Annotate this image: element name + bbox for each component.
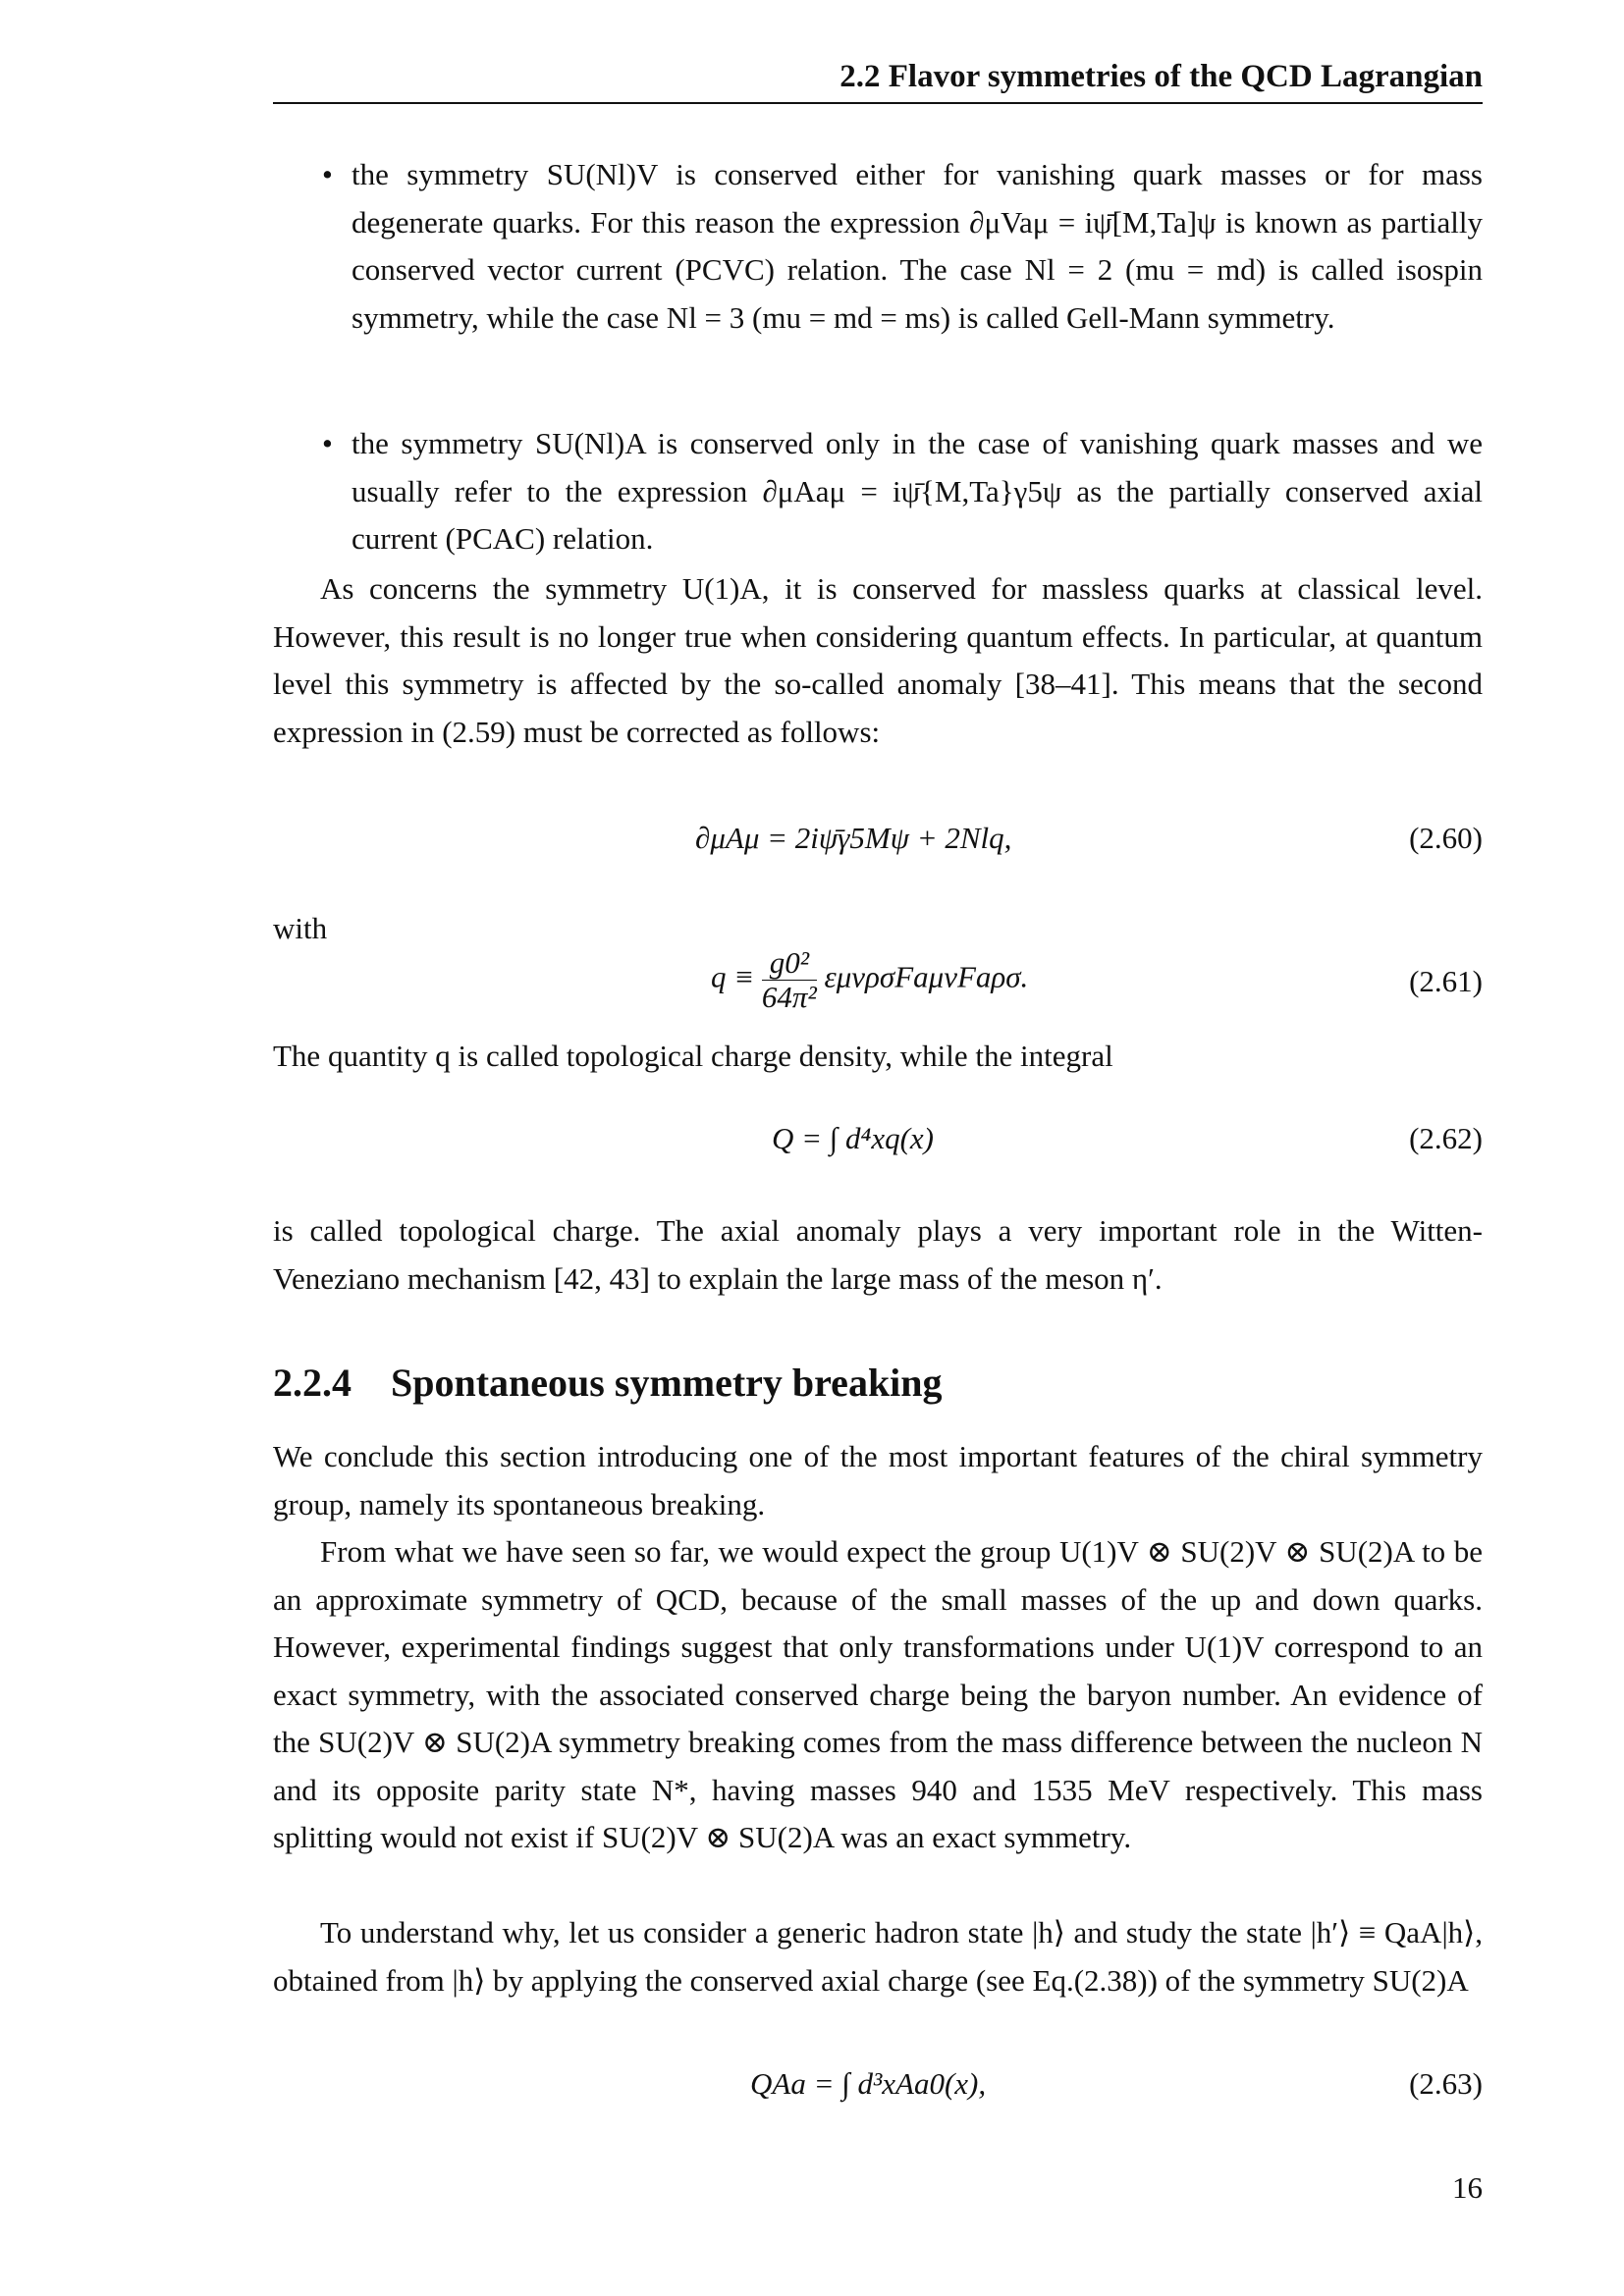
section-title: Spontaneous symmetry breaking — [391, 1361, 943, 1405]
running-header — [273, 57, 1483, 104]
paragraph-topological-density: The quantity q is called topological charge density, while the integral — [273, 1039, 1113, 1073]
header-title: 2.2 Flavor symmetries of the QCD Lagrangian — [839, 59, 1483, 94]
with-label: with — [273, 911, 328, 945]
bullet-dot-icon: • — [322, 157, 333, 191]
paragraph-intro: We conclude this section introducing one of the most important features of the chiral symmetry group, namely its spontaneous breaking. — [273, 1439, 1483, 1522]
bullet-item-pcac — [322, 420, 1483, 563]
paragraph-hadron-state: To understand why, let us consider a generic hadron state |h⟩ and study the state |h′⟩ ≡ QaA|h⟩, obtained from |h⟩ by applying the conserved axial charge (see Eq.(2.38)) of the symmetry SU(2)A — [273, 1915, 1483, 1998]
fraction — [762, 946, 817, 1014]
equation-number: (2.63) — [1409, 2066, 1483, 2101]
equation-2-61 — [273, 944, 1483, 1025]
equation-number: (2.62) — [1409, 1121, 1483, 1155]
equation-number: (2.61) — [1409, 964, 1483, 998]
equation-body: ∂μAμ = 2iψ̄γ5Mψ + 2Nlq, — [695, 821, 1012, 855]
section-number: 2.2.4 — [273, 1361, 352, 1405]
equation-body: QAa = ∫ d³xAa0(x), — [750, 2066, 987, 2101]
bullet-text: the symmetry SU(Nl)V is conserved either for vanishing quark masses or for mass degenerate quarks. For this reason the expression ∂μVaμ = iψ̄[M,Ta]ψ is known as partially conserved vector current (PCVC) relation. The case Nl = 2 (mu = md) is called isospin symmetry, while the case Nl = 3 (mu = md = ms) is called Gell-Mann symmetry. — [352, 157, 1483, 335]
equation-2-60 — [273, 821, 1483, 880]
fraction-numerator: g0² — [762, 946, 817, 981]
equation-2-63 — [273, 2066, 1483, 2125]
section-heading — [273, 1360, 943, 1406]
paragraph-anomaly: As concerns the symmetry U(1)A, it is conserved for massless quarks at classical level. However, this result is no longer true when considering quantum effects. In particular, at quantum level this symmetry is affected by the so-called anomaly [38–41]. This means that the second expression in (2.59) must be corrected as follows: — [273, 571, 1483, 749]
bullet-text: the symmetry SU(Nl)A is conserved only in the case of vanishing quark masses and we usually refer to the expression ∂μAaμ = iψ̄{M,Ta}γ5ψ as the partially conserved axial current (PCAC) relation. — [352, 426, 1483, 556]
equation-body: Q = ∫ d⁴xq(x) — [772, 1121, 934, 1155]
paragraph-topological-charge: is called topological charge. The axial anomaly plays a very important role in the Witten-Veneziano mechanism [42, 43] to explain the large mass of the meson η′. — [273, 1213, 1483, 1296]
equation-lhs: q ≡ — [711, 959, 755, 994]
equation-2-62 — [273, 1121, 1483, 1180]
bullet-dot-icon: • — [322, 426, 333, 460]
page-number: 16 — [1452, 2170, 1483, 2205]
paragraph-symmetry-breaking: From what we have seen so far, we would expect the group U(1)V ⊗ SU(2)V ⊗ SU(2)A to be an approximate symmetry of QCD, because of the small masses of the up and down quarks. However, experimental findings suggest that only transformations under U(1)V correspond to an exact symmetry, with the associated conserved charge being the baryon number. An evidence of the SU(2)V ⊗ SU(2)A symmetry breaking comes from the mass difference between the nucleon N and its opposite parity state N*, having masses 940 and 1535 MeV respectively. This mass splitting would not exist if SU(2)V ⊗ SU(2)A was an exact symmetry. — [273, 1534, 1483, 1854]
equation-number: (2.60) — [1409, 821, 1483, 855]
bullet-item-pcvc — [322, 151, 1483, 342]
equation-body — [711, 946, 1028, 1014]
fraction-denominator: 64π² — [761, 980, 817, 1014]
equation-rhs: εμνρσFaμνFaρσ. — [824, 959, 1029, 994]
